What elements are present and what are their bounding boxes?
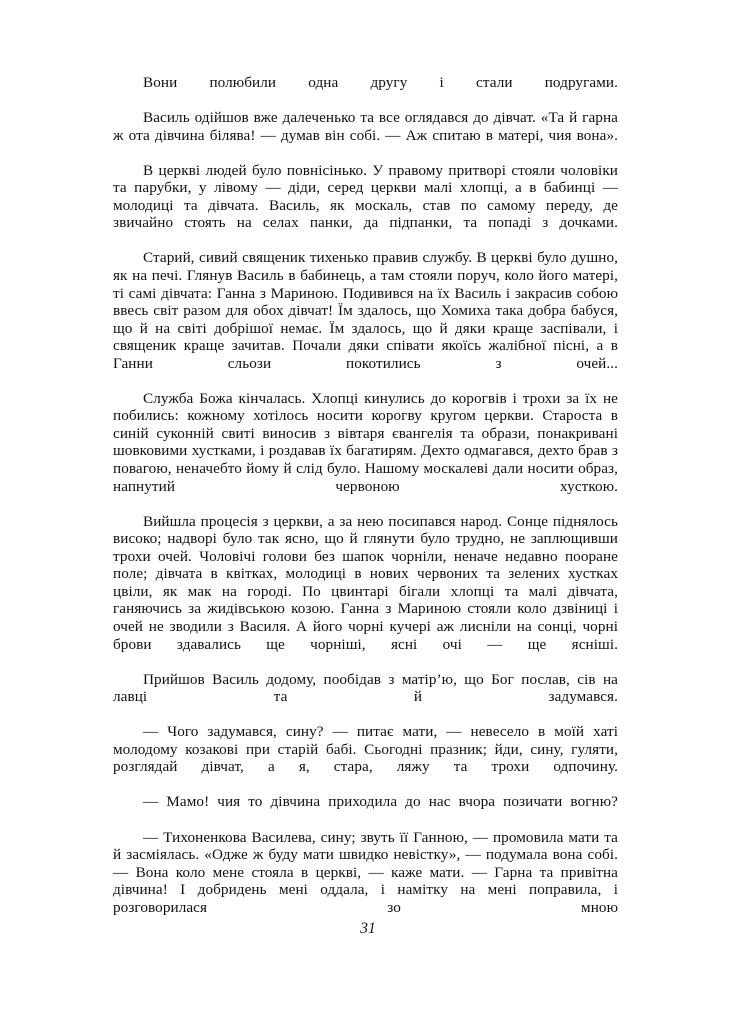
paragraph: — Мамо! чия то дівчина приходила до нас вчора позичати вогню? [143,793,618,811]
paragraph: — Чого задумався, сину? — питає мати, — невесело в моїй хаті молодому козакові при старій бабі. Сьогодні празник; йди, сину, гуляти, розглядай дівчат, а я, стара, ляжу та трохи одпочину. [113,723,618,776]
page-body-text [113,74,618,934]
paragraph: — Тихоненкова Василева, сину; звуть її Ганною, — промовила мати та й засміялась. «Одже ж буду мати швидко невістку», — подумала вона собі. — Вона коло мене стояла в церкві, — каже мати. — Гарна та привітна дівчина! І добридень мені оддала, і намітку на мені поправила, і розговорилася зо мною [113,828,618,916]
paragraph: Вийшла процесія з церкви, а за нею посипався народ. Сонце піднялось високо; надворі було так ясно, що й глянути було трудно, не заплющивши трохи очей. Чоловічі голови без шапок чорніли, неначе недавно пооране поле; дівчата в квітках, молодиці в нових червоних та зелених хустках цвіли, як мак на городі. По цвинтарі бігали хлопці та малі дівчата, ганяючись за жидівською козою. Ганна з Мариною стояли коло дзвіниці і очей не зводили з Василя. А його чорні кучері аж лисніли на сонці, чорні брови здавались ще чорніші, ясні очі — ще ясніші. [113,512,618,653]
paragraph: Василь одійшов вже далеченько та все оглядався до дівчат. «Та й гарна ж ота дівчина білява! — думав він собі. — Аж спитаю в матері, чия вона». [113,109,618,144]
paragraph: В церкві людей було повнісінько. У правому притворі стояли чоловіки та парубки, у лівому — діди, серед церкви малі хлопці, а в бабинці — молодиці та дівчата. Василь, як москаль, став по самому переду, де звичайно стоять на селах панки, да підпанки, та попаді з дочками. [113,161,618,232]
paragraph: Служба Божа кінчалась. Хлопці кинулись до корогвів і трохи за їх не побились: кожному хотілось носити корогву кругом церкви. Староста в синій суконній свиті виносив з вівтаря євангелія та образи, понакривані шовковими хустками, і роздавав їх багатирям. Дехто одмагався, дехто брав з повагою, неначебто йому й слід було. Нашому москалеві дали носити образ, напнутий червоною хусткою. [113,389,618,495]
paragraph: Прийшов Василь додому, пообідав з матір’ю, що Бог послав, сів на лавці та й задумався. [113,670,618,706]
paragraph: Вони полюбили одна другу і стали подругами. [143,74,618,91]
page-number: 31 [360,920,376,937]
paragraph: Старий, сивий священик тихенько правив службу. В церкві було душно, як на печі. Глянув Василь в бабинець, а там стояли поруч, коло його матері, ті самі дівчата: Ганна з Мариною. Подивився на їх Василь і закрасив собою ввесь світ разом для обох дівчат! Їм здалось, що Хомиха така добра бабуся, що й на світі добрішої немає. Їм здалось, що й дяки краще заспівали, і священик краще зачитав. Почали дяки співати якоїсь жалібної пісні, а в Ганни сльози покотились з очей... [113,249,618,372]
